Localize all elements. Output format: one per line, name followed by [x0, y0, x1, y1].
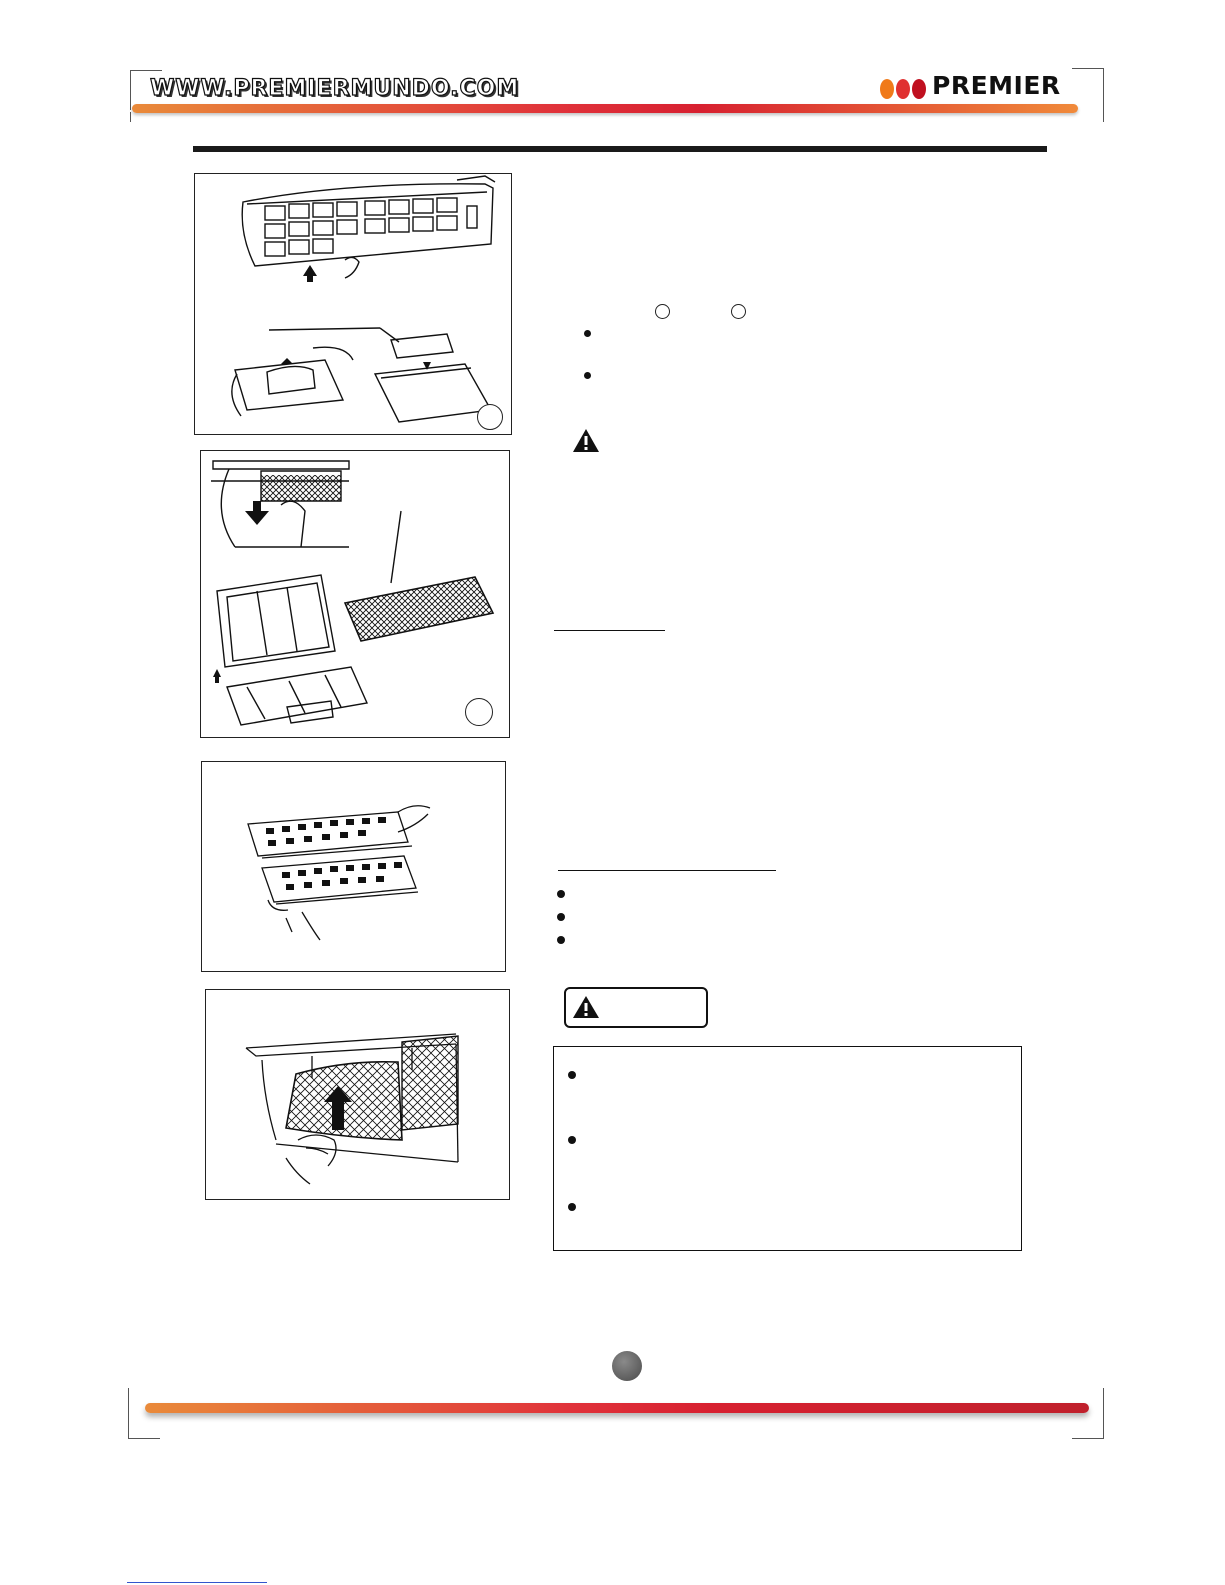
crop-mark-tl-h: [130, 70, 162, 71]
warning-triangle-icon: [572, 428, 600, 453]
figure-ref-circle: [731, 304, 746, 319]
caution-notes-box: [553, 1046, 1022, 1251]
figure-filter-washing: [201, 761, 506, 972]
list-bullet: [557, 890, 565, 898]
brand-name: PREMIER: [932, 71, 1061, 100]
crop-mark-tr-v: [1103, 68, 1104, 122]
figure-marker-circle: [477, 404, 503, 430]
list-bullet: [568, 1203, 576, 1211]
crop-mark-bl-h: [128, 1438, 160, 1439]
crop-mark-tr-h: [1072, 68, 1104, 69]
footer-link-underline: [127, 1582, 267, 1583]
mesh-filter-illustration: [201, 451, 509, 737]
crop-mark-br-v: [1103, 1388, 1104, 1438]
caution-label-box: [564, 987, 708, 1028]
list-bullet: [584, 372, 591, 379]
section-title-rule: [193, 146, 1047, 152]
filter-insert-illustration: [206, 990, 509, 1199]
site-url[interactable]: WWW.PREMIERMUNDO.COM: [150, 76, 520, 101]
crop-mark-tl-v2: [130, 112, 131, 122]
figure-air-filter-mesh: [200, 450, 510, 738]
section-heading-underline: [558, 870, 776, 871]
crop-mark-bl-v: [128, 1388, 129, 1438]
list-bullet: [568, 1136, 576, 1144]
figure-filter-reinstall: [205, 989, 510, 1200]
list-bullet: [557, 913, 565, 921]
footer-gradient-bar: [145, 1403, 1089, 1413]
list-bullet: [568, 1071, 576, 1079]
filter-cleaning-illustration: [202, 762, 505, 971]
section-heading-underline: [554, 630, 665, 631]
crop-mark-tl-v: [130, 70, 131, 110]
indoor-unit-open-illustration: [195, 174, 511, 434]
figure-filter-removal: [194, 173, 512, 435]
caution-triangle-icon: [572, 995, 600, 1019]
crop-mark-br-h: [1072, 1438, 1104, 1439]
page-number-badge: [612, 1351, 642, 1381]
header-gradient-bar: [132, 104, 1078, 113]
brand-dots-icon: [878, 77, 930, 101]
list-bullet: [584, 330, 591, 337]
figure-ref-circle: [655, 304, 670, 319]
figure-marker-circle: [465, 698, 493, 726]
list-bullet: [557, 936, 565, 944]
